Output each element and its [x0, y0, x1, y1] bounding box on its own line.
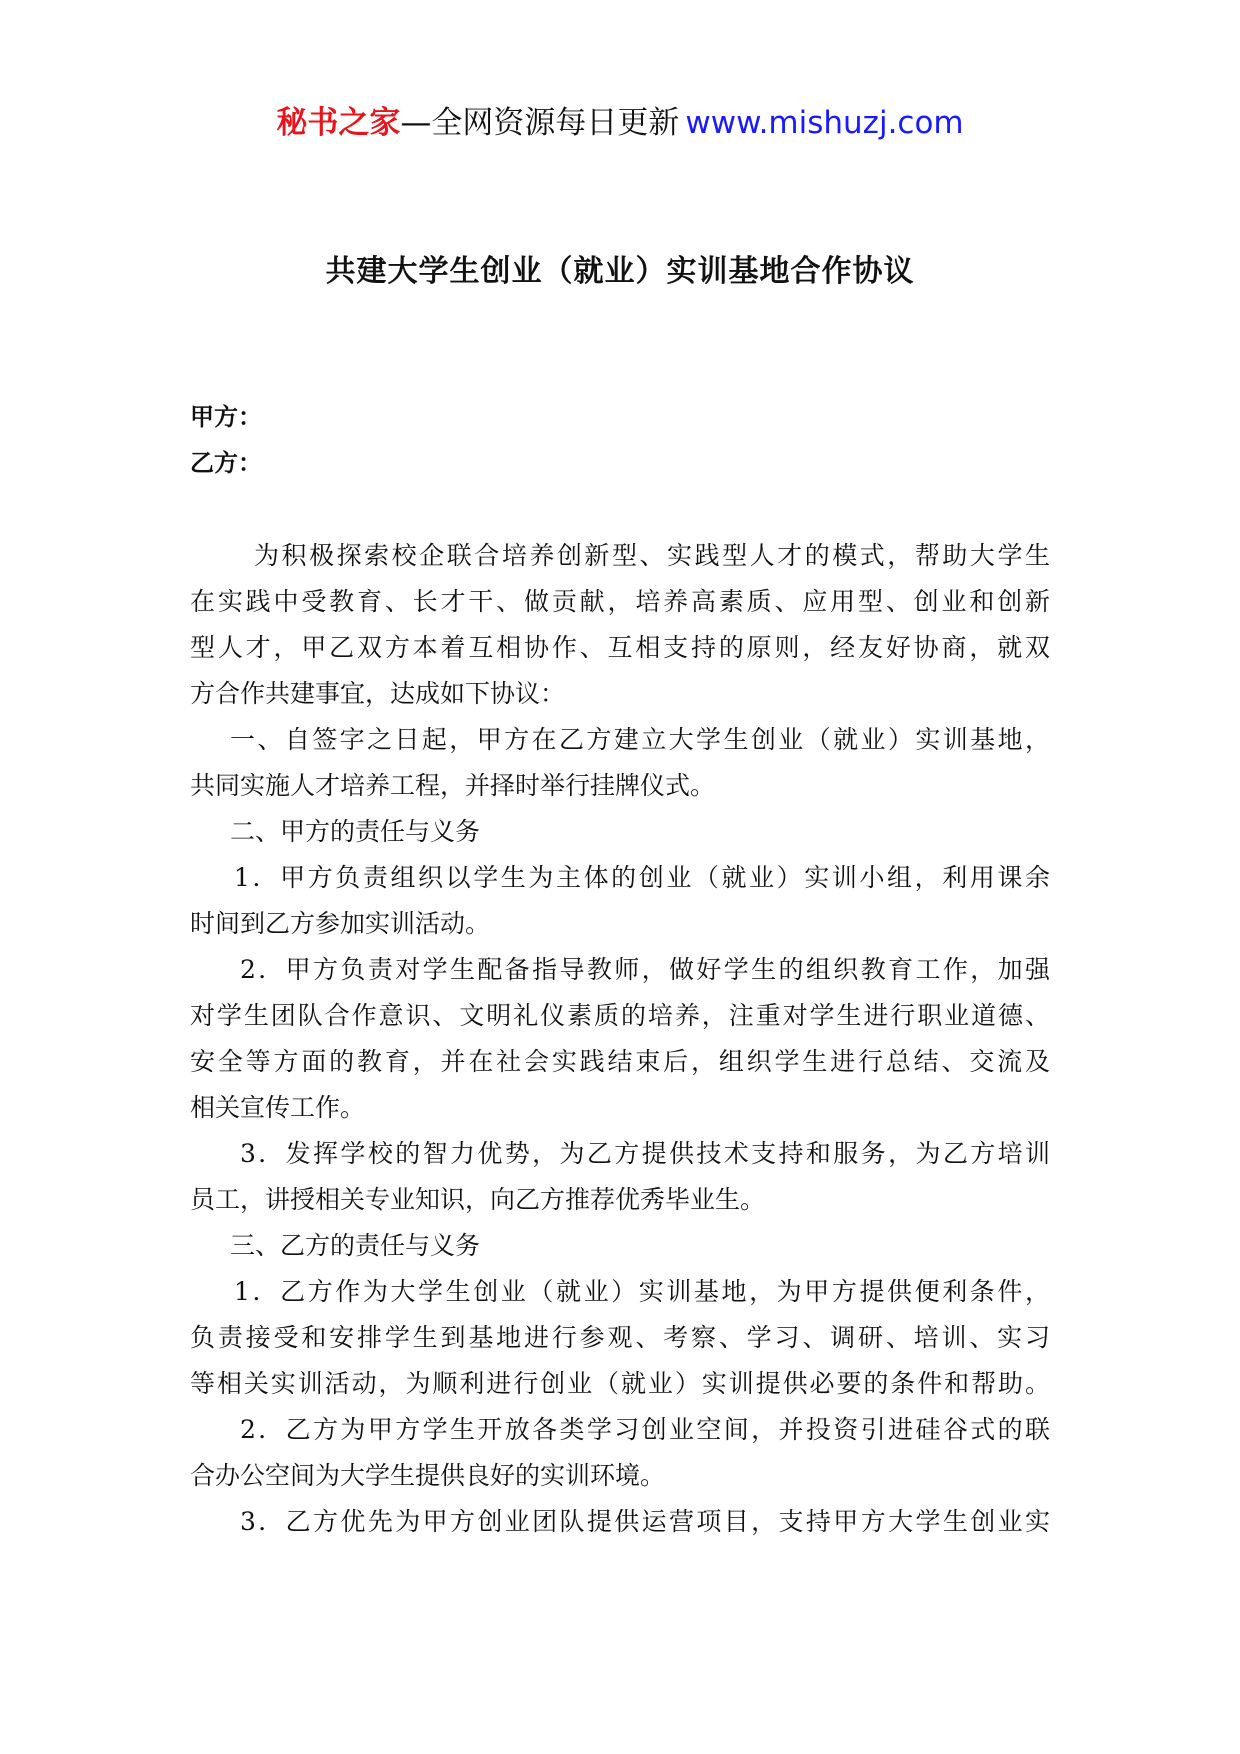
body-line: 一、自签字之日起，甲方在乙方建立大学生创业（就业）实训基地，: [230, 725, 1050, 754]
body-line: 为积极探索校企联合培养创新型、实践型人才的模式，帮助大学生: [254, 541, 1050, 570]
section-heading: 三、乙方的责任与义务: [230, 1231, 481, 1260]
body-line: 方合作共建事宜，达成如下协议：: [190, 679, 566, 708]
body-line: 型人才，甲乙双方本着互相协作、互相支持的原则，经友好协商，就双: [190, 633, 1050, 662]
body-line: 安全等方面的教育，并在社会实践结束后，组织学生进行总结、交流及: [190, 1047, 1050, 1076]
body-line: 对学生团队合作意识、文明礼仪素质的培养，注重对学生进行职业道德、: [190, 1001, 1050, 1030]
brand-name: 秘书之家: [276, 105, 401, 141]
site-header: [0, 100, 1240, 146]
header-tagline: —全网资源每日更新: [400, 105, 680, 141]
body-line: 时间到乙方参加实训活动。: [190, 909, 491, 938]
party-b-label: 乙方：: [190, 449, 262, 477]
body-line: 2．乙方为甲方学生开放各类学习创业空间，并投资引进硅谷式的联: [240, 1415, 1050, 1444]
document-title: 共建大学生创业（就业）实训基地合作协议: [325, 254, 915, 289]
body-line: 在实践中受教育、长才干、做贡献，培养高素质、应用型、创业和创新: [190, 587, 1050, 616]
party-a-label: 甲方：: [190, 403, 262, 431]
body-line: 相关宣传工作。: [190, 1093, 366, 1122]
section-heading: 二、甲方的责任与义务: [230, 817, 481, 846]
agreement-body: [190, 533, 1050, 1545]
body-line: 共同实施人才培养工程，并择时举行挂牌仪式。: [190, 771, 716, 800]
body-line: 1．乙方作为大学生创业（就业）实训基地，为甲方提供便利条件，: [234, 1277, 1050, 1306]
body-line: 3．发挥学校的智力优势，为乙方提供技术支持和服务，为乙方培训: [240, 1139, 1050, 1168]
body-line: 合办公空间为大学生提供良好的实训环境。: [190, 1461, 666, 1490]
body-line: 员工，讲授相关专业知识，向乙方推荐优秀毕业生。: [190, 1185, 766, 1214]
body-line: 负责接受和安排学生到基地进行参观、考察、学习、调研、培训、实习: [190, 1323, 1050, 1352]
body-line: 1．甲方负责组织以学生为主体的创业（就业）实训小组，利用课余: [234, 863, 1050, 892]
body-line: 等相关实训活动，为顺利进行创业（就业）实训提供必要的条件和帮助。: [190, 1369, 1050, 1398]
site-url-link[interactable]: www.mishuzj.com: [685, 105, 964, 141]
body-line: 2．甲方负责对学生配备指导教师，做好学生的组织教育工作，加强: [240, 955, 1050, 984]
body-line: 3．乙方优先为甲方创业团队提供运营项目，支持甲方大学生创业实: [240, 1507, 1050, 1536]
